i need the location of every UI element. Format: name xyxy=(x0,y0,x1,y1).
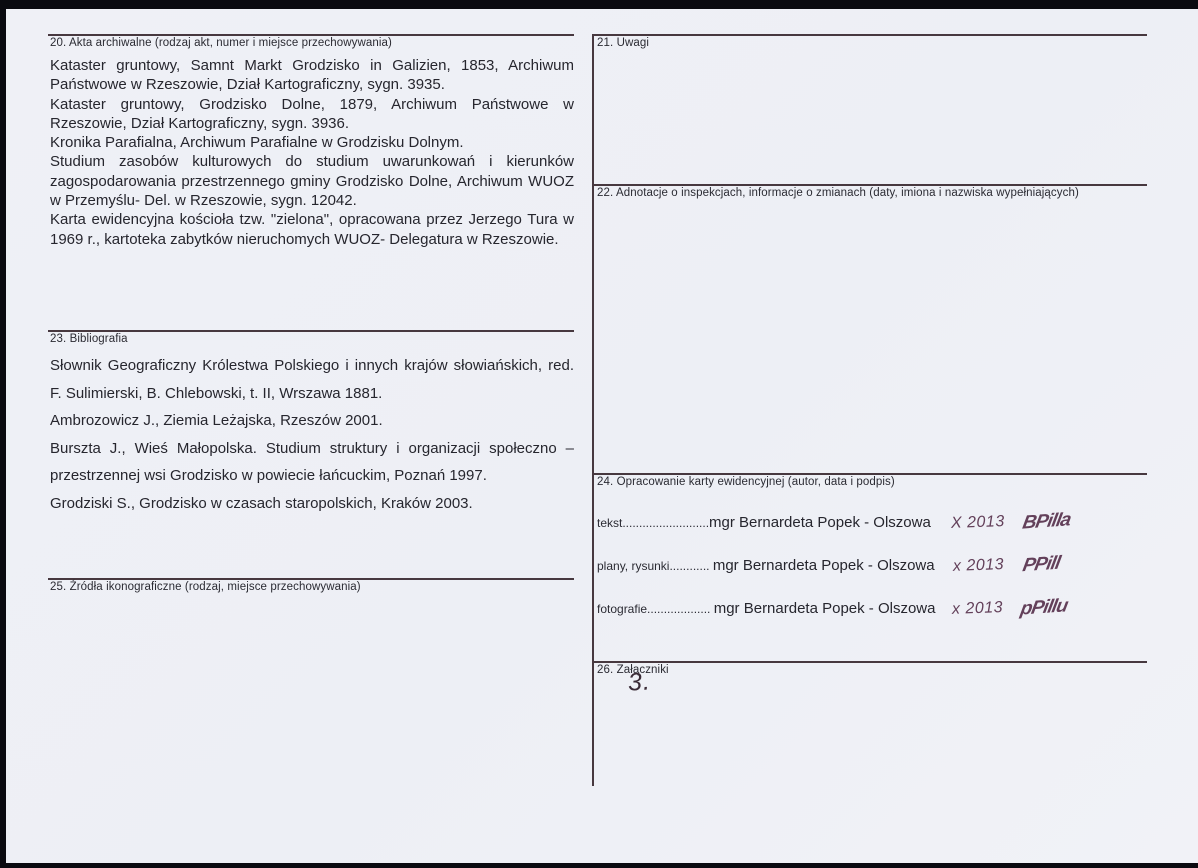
signature-scribble: pPillu xyxy=(1019,595,1070,620)
archival-entry: Kataster gruntowy, Grodzisko Dolne, 1879, Archiwum Państwowe w Rzeszowie, Dział Kartograficzny, sygn. 3936. xyxy=(50,95,574,132)
section-21-top-line xyxy=(594,34,1147,36)
author-row-label: plany, rysunki............ xyxy=(597,559,713,573)
archival-entry: Kataster gruntowy, Samnt Markt Grodzisko in Galizien, 1853, Archiwum Państwowe w Rzeszowie, Dział Kartograficzny, sygn. 3935. xyxy=(50,57,574,94)
archival-entry: Studium zasobów kulturowych do studium uwarunkowań i kierunków zagospodarowania przestrzennego gminy Grodzisko Dolne, Archiwum WUOZ w Przemyślu- Del. w Rzeszowie, sygn. 12042. xyxy=(50,153,574,210)
author-row-tekst xyxy=(597,511,1157,533)
section-22-top-line xyxy=(594,184,1147,186)
archival-entry: Kronika Parafialna, Archiwum Parafialne w Grodzisku Dolnym. xyxy=(50,134,464,152)
handwritten-attachment-count: 3. xyxy=(627,667,652,697)
section-20-top-line xyxy=(48,34,574,36)
author-row-label: fotografie................... xyxy=(597,602,714,616)
author-name: mgr Bernardeta Popek - Olszowa xyxy=(713,600,936,617)
archival-entry: Karta ewidencyjna kościoła tzw. "zielona", opracowana przez Jerzego Tura w 1969 r., kartoteka zabytków nieruchomych WUOZ- Delegatura w Rzeszowie. xyxy=(50,211,574,248)
author-row-fotografie xyxy=(597,597,1157,619)
bibliography-entry: Burszta J., Wieś Małopolska. Studium struktury i organizacji społeczno – przestrzennej wsi Grodzisko w powiecie łańcuckim, Poznań 1997. xyxy=(50,439,574,484)
section-25-top-line xyxy=(48,578,574,580)
author-row-label: tekst.......................... xyxy=(597,516,710,530)
section-21-header: 21. Uwagi xyxy=(597,37,650,49)
section-20-header: 20. Akta archiwalne (rodzaj akt, numer i miejsce przechowywania) xyxy=(50,37,392,49)
bibliography-entry: Ambrozowicz J., Ziemia Leżajska, Rzeszów 2001. xyxy=(50,412,383,429)
section-23-content xyxy=(50,352,574,517)
section-24-header: 24. Opracowanie karty ewidencyjnej (autor, data i podpis) xyxy=(597,476,895,488)
section-25-header: 25. Źródła ikonograficzne (rodzaj, miejsce przechowywania) xyxy=(50,581,361,593)
section-22-header: 22. Adnotacje o inspekcjach, informacje o zmianach (daty, imiona i nazwiska wypełniających) xyxy=(597,187,1079,199)
section-23-header: 23. Bibliografia xyxy=(50,333,128,345)
signature-scribble: BPilla xyxy=(1021,509,1073,534)
section-26-top-line xyxy=(594,661,1147,663)
author-name: mgr Bernardeta Popek - Olszowa xyxy=(709,514,931,531)
handwritten-date: x 2013 xyxy=(952,556,1005,575)
handwritten-date: x 2013 xyxy=(951,599,1004,618)
section-23-top-line xyxy=(48,330,574,332)
author-name: mgr Bernardeta Popek - Olszowa xyxy=(712,557,935,574)
author-row-plany-rysunki xyxy=(597,554,1157,576)
signature-scribble: PPill xyxy=(1020,552,1061,577)
section-24-top-line xyxy=(594,473,1147,475)
handwritten-date: X 2013 xyxy=(950,513,1006,532)
section-20-content xyxy=(50,56,574,249)
bibliography-entry: Słownik Geograficzny Królestwa Polskiego i innych krajów słowiańskich, red. F. Sulimierski, B. Chlebowski, t. II, Wrszawa 1881. xyxy=(50,357,574,402)
column-divider-line xyxy=(592,34,594,786)
bibliography-entry: Grodziski S., Grodzisko w czasach staropolskich, Kraków 2003. xyxy=(50,494,473,512)
section-26-header: 26. Załączniki xyxy=(597,664,669,676)
